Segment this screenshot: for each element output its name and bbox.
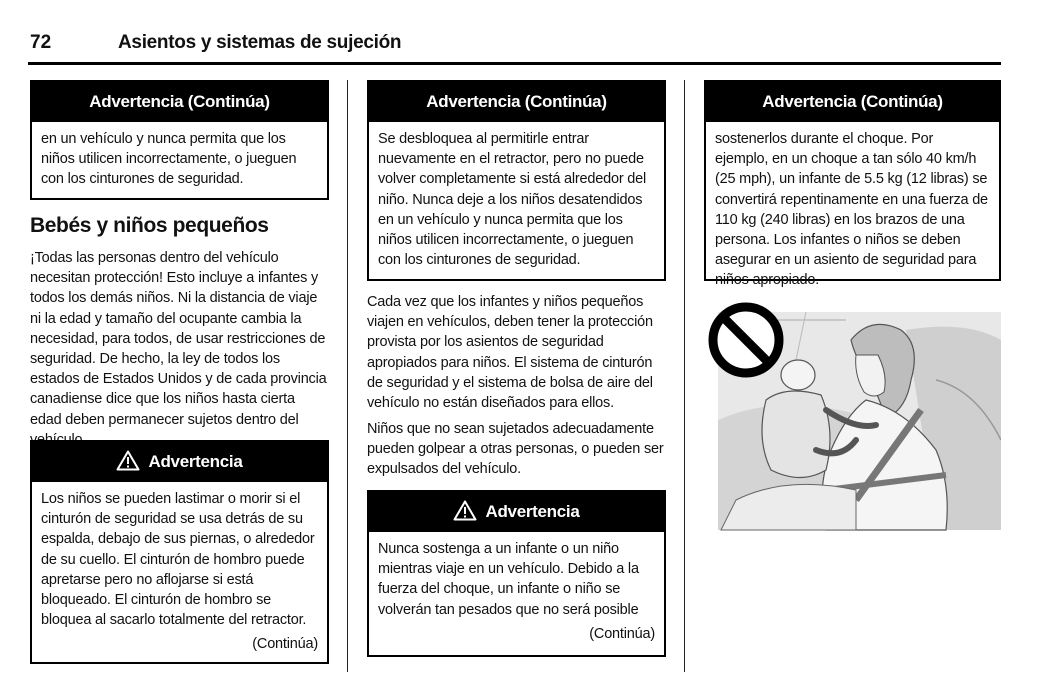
column-divider (684, 80, 685, 672)
warning-continued-title: Advertencia (Continúa) (369, 82, 664, 122)
warning-continued-box (367, 80, 666, 281)
prohibited-icon (713, 307, 779, 373)
subsection-heading: Bebés y niños pequeños (30, 214, 269, 237)
column-divider (347, 80, 348, 672)
warning-box (30, 440, 329, 664)
warning-continued-text: sostenerlos durante el choque. Por ejemplo, en un choque a tan sólo 40 km/h (25 mph), un infante de 5.5 kg (12 libras) se convertirá repentinamente en una fuerza de 110 kg (240 libras) en los brazos de una persona. Los infantes o niños se deben asegurar en un asiento de seguridad para niños apropiado. (715, 131, 988, 289)
continued-label: (Continúa) (589, 625, 655, 642)
warning-triangle-icon (453, 500, 477, 521)
warning-title (369, 492, 664, 532)
illustration-holding-infant-prohibited (706, 300, 1001, 535)
body-paragraph: Niños que no sean sujetados adecuadamente pueden golpear a otras personas, o pueden ser expulsados del vehículo. (367, 421, 664, 478)
warning-body: Nunca sostenga a un infante o un niño mientras viaje en un vehículo. Debido a la fuerza del choque, un infante o niño se volverán tan pesados que no será posible (378, 541, 639, 618)
warning-continued-text: en un vehículo y nunca permita que los niños utilicen incorrectamente, o jueguen con los cinturones de seguridad. (41, 131, 297, 188)
warning-triangle-icon (116, 450, 140, 471)
warning-continued-title: Advertencia (Continúa) (32, 82, 327, 122)
page-number: 72 (30, 32, 52, 53)
warning-continued-box (30, 80, 329, 200)
warning-text (369, 532, 664, 650)
warning-body: Los niños se pueden lastimar o morir si el cinturón de seguridad se usa detrás de su espalda, debajo de sus piernas, o alrededor de su cuello. El cinturón de hombro puede apretarse pero no aflojarse si está bloqueado. El cinturón de hombro se bloquea al sacarlo totalmente del retractor. (41, 491, 315, 629)
section-title: Asientos y sistemas de sujeción (118, 32, 402, 53)
warning-title-text: Advertencia (148, 452, 243, 471)
continued-label: (Continúa) (252, 636, 318, 653)
warning-continued-text: Se desbloquea al permitirle entrar nuevamente en el retractor, pero no puede volver completamente si está alrededor del niño. Nunca deje a los niños desatendidos en un vehículo y nunca permita que los niños utilicen incorrectamente, o jueguen con los cinturones de seguridad. (378, 131, 647, 269)
warning-continued-box (704, 80, 1001, 289)
warning-title (32, 442, 327, 482)
body-paragraph: ¡Todas las personas dentro del vehículo necesitan protección! Esto incluye a infantes y todos los demás niños. Ni la distancia de viaje ni la edad y tamaño del ocupante cambia la necesidad, para todos, de usar restricciones de seguridad. De hecho, la ley de todos los estados de Estados Unidos y de cada provincia canadiense dice que los niños hasta cierta edad deben permanecer sujetos dentro del (30, 250, 327, 428)
warning-continued-title: Advertencia (Continúa) (706, 82, 999, 122)
body-paragraph: Cada vez que los infantes y niños pequeños viajen en vehículos, deben tener la protección provista por los asientos de seguridad apropiados para niños. El sistema de cinturón de seguridad y el sistema de bolsa de aire del vehículo no están diseñados para ellos. (367, 294, 653, 412)
warning-text (32, 482, 327, 661)
page-header (28, 28, 1001, 65)
warning-title-text: Advertencia (485, 502, 580, 521)
warning-box (367, 490, 666, 657)
